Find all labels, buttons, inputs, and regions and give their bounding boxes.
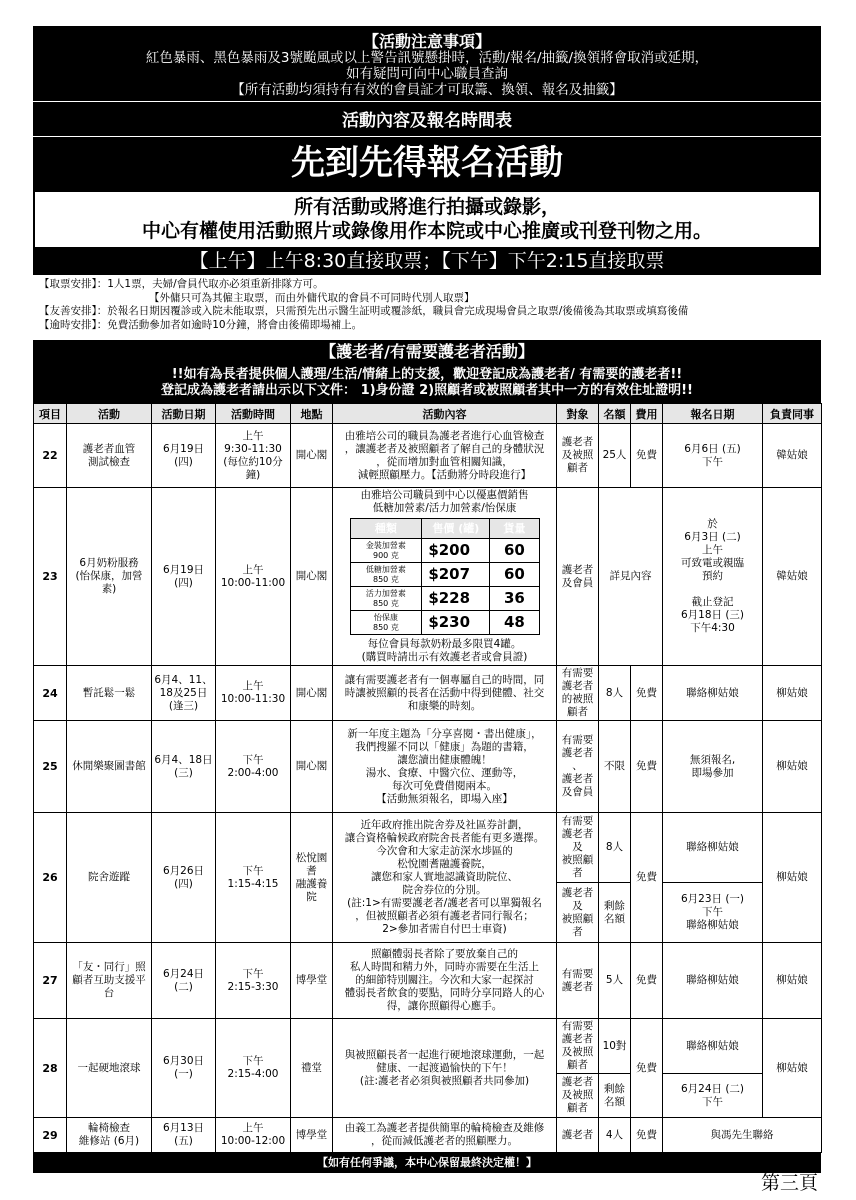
staff: 柳姑娘	[763, 813, 822, 943]
activity-fee: 免費	[631, 424, 663, 488]
activity-time: 下午 2:15-3:30	[216, 943, 291, 1019]
row-number: 23	[34, 488, 67, 666]
staff: 柳姑娘	[763, 666, 822, 721]
activity-target: 有需要 護老者 、 護老者 及會員	[557, 721, 599, 813]
header-cell: 項目	[34, 404, 67, 424]
activity-content: 近年政府推出院舍券及社區券計劃， 讓合資格輪候政府院舍長者能有更多選擇。 今次會和大家走訪深水埗區的 松悅園耆融護養院， 讓您和家人實地認識資助院位、 院舍券位的分別。 (註:1>有需要護老者/護老者可以單獨報名 ，但被照顧者必須有護老者同行報名； 2>參加者需自付巴士車資)	[333, 813, 557, 943]
staff: 柳姑娘	[763, 721, 822, 813]
activity-quota: 5人	[599, 943, 631, 1019]
table-header-row	[34, 404, 822, 424]
product-price: $200	[422, 539, 490, 563]
table-row	[34, 424, 822, 488]
registration-date: 聯絡柳姑娘	[663, 1019, 763, 1074]
activity-name: 護老者血管 測試檢查	[67, 424, 152, 488]
activity-venue: 開心閣	[291, 488, 333, 666]
section-subtitle-2: 登記成為護老者請出示以下文件： 1)身份證 2)照顧者或被照顧者其中一方的有效住址證明!!	[161, 383, 693, 398]
header-cell: 報名日期	[663, 404, 763, 424]
activity-target: 護老者 及被照 顧者	[557, 424, 599, 488]
activity-name: 「友・同行」照 顧者互助支援平 台	[67, 943, 152, 1019]
content-note: 每位會員每款奶粉最多限買4罐。 (購買時請出示有效護老者或會員證)	[361, 638, 528, 663]
activity-fee: 免費	[631, 721, 663, 813]
product-name: 怡保康 850 克	[350, 611, 422, 635]
registration-date: 無須報名, 即場參加	[663, 721, 763, 813]
section-title: 【護老者/有需要護老者活動】	[320, 342, 534, 361]
table-row	[34, 813, 822, 883]
row-number: 27	[34, 943, 67, 1019]
staff: 韓姑娘	[763, 488, 822, 666]
price-table-header	[350, 519, 539, 539]
product-price: $207	[422, 563, 490, 587]
registration-date: 聯絡柳姑娘	[663, 666, 763, 721]
header-cell: 費用	[631, 404, 663, 424]
activity-target: 護老者 及被照 顧者	[557, 1074, 599, 1118]
activity-quota: 剩餘 名額	[599, 1074, 631, 1118]
header-cell: 負責同事	[763, 404, 822, 424]
notice-block	[33, 26, 821, 190]
table-row	[34, 721, 822, 813]
content-intro: 由雅培公司職員到中心以優惠價銷售 低糖加營素/活力加營素/怡保康	[360, 489, 529, 514]
notice-line-2: 如有疑問可向中心職員查詢	[346, 66, 508, 82]
activity-fee: 免費	[631, 943, 663, 1019]
activity-name: 一起硬地滾球	[67, 1019, 152, 1118]
header-cell: 活動	[67, 404, 152, 424]
activity-name: 休閒樂聚圖書館	[67, 721, 152, 813]
friendly-arrangement: 【友善安排】：於報名日期因覆診或入院未能取票，只需預先出示醫生証明或覆診紙，職員會完成現場會員之取票/後備後為其取票或填寫後備	[39, 305, 689, 317]
activity-venue: 松悅園耆 融護養院	[291, 813, 333, 943]
activity-time: 下午 2:00-4:00	[216, 721, 291, 813]
price-row	[350, 563, 539, 587]
header-cell: 活動時間	[216, 404, 291, 424]
row-number: 28	[34, 1019, 67, 1118]
activity-content	[333, 488, 557, 666]
activity-venue: 開心閣	[291, 721, 333, 813]
product-qty: 48	[490, 611, 539, 635]
staff: 柳姑娘	[763, 943, 822, 1019]
registration-date: 聯絡柳姑娘	[663, 813, 763, 883]
activity-content: 與被照顧長者一起進行硬地滾球運動，一起 健康、一起渡過愉快的下午！ (註:護老者必須與被照顧者共同參加)	[333, 1019, 557, 1118]
row-number: 22	[34, 424, 67, 488]
header-cell: 活動內容	[333, 404, 557, 424]
activity-target: 有需要 護老者 及被照 顧者	[557, 1019, 599, 1074]
activity-time: 上午 9:30-11:30 (每位約10分 鐘)	[216, 424, 291, 488]
table-row	[34, 666, 822, 721]
product-name: 金裝加營素 900 克	[350, 539, 422, 563]
registration-date: 6月6日 (五) 下午	[663, 424, 763, 488]
activity-quota: 不限	[599, 721, 631, 813]
schedule-title: 活動內容及報名時間表	[33, 101, 821, 136]
activity-quota: 25人	[599, 424, 631, 488]
activity-target: 護老者 及會員	[557, 488, 599, 666]
activity-content: 由義工為護老者提供簡單的輪椅檢查及維修 ，從而減低護老者的照顧壓力。	[333, 1118, 557, 1153]
staff: 韓姑娘	[763, 424, 822, 488]
table-row	[34, 943, 822, 1019]
activity-quota: 8人	[599, 813, 631, 883]
product-name: 活力加營素 850 克	[350, 587, 422, 611]
header-cell: 對象	[557, 404, 599, 424]
product-qty: 36	[490, 587, 539, 611]
activity-fee: 免費	[631, 1019, 663, 1118]
page-number: 第三頁	[760, 1172, 818, 1194]
activity-date: 6月19日 (四)	[152, 488, 216, 666]
product-price: $230	[422, 611, 490, 635]
activity-quota: 8人	[599, 666, 631, 721]
activity-target: 有需要 護老者	[557, 943, 599, 1019]
product-qty: 60	[490, 539, 539, 563]
arrangements	[33, 275, 821, 335]
activity-time: 下午 1:15-4:15	[216, 813, 291, 943]
photo-line-1: 所有活動或將進行拍攝或錄影，	[293, 196, 560, 218]
activity-date: 6月4、18日 (三)	[152, 721, 216, 813]
row-number: 24	[34, 666, 67, 721]
activity-time: 上午 10:00-11:00	[216, 488, 291, 666]
price-header-cell: 售價 (罐)	[422, 519, 490, 539]
activity-venue: 禮堂	[291, 1019, 333, 1118]
late-arrangement: 【逾時安排】：免費活動參加者如逾時10分鐘，將會由後備即場補上。	[39, 318, 363, 331]
activity-venue: 博學堂	[291, 943, 333, 1019]
activity-quota: 10對	[599, 1019, 631, 1074]
activity-date: 6月26日 (四)	[152, 813, 216, 943]
activity-date: 6月30日 (一)	[152, 1019, 216, 1118]
big-title: 先到先得報名活動	[33, 136, 821, 190]
row-number: 25	[34, 721, 67, 813]
notice-line-1: 紅色暴雨、黑色暴雨及3號颱風或以上警告訊號懸掛時，活動/報名/抽籤/換領將會取消或延期，	[145, 50, 709, 66]
header-cell: 地點	[291, 404, 333, 424]
registration-contact: 與馮先生聯絡	[663, 1118, 822, 1153]
notice-title: 【活動注意事項】	[362, 32, 491, 51]
table-row	[34, 1118, 822, 1153]
activity-table	[33, 403, 822, 1153]
activity-time: 上午 10:00-12:00	[216, 1118, 291, 1153]
page	[33, 26, 821, 1173]
activity-fee: 免費	[631, 813, 663, 943]
table-row	[34, 488, 822, 666]
section-block	[33, 340, 821, 403]
activity-content: 照顧體弱長者除了要放棄自己的 私人時間和精力外，同時亦需要在生活上 的細節特別關注。今次和大家一起探討 體弱長者飲食的要點，同時分享同路人的心 得，讓你照顧得心應手。	[333, 943, 557, 1019]
activity-fee: 免費	[631, 666, 663, 721]
activity-time: 下午 2:15-4:00	[216, 1019, 291, 1118]
activity-date: 6月13日 (五)	[152, 1118, 216, 1153]
activity-time: 上午 10:00-11:30	[216, 666, 291, 721]
price-table	[350, 518, 540, 635]
activity-name: 暫託鬆一鬆	[67, 666, 152, 721]
row-number: 29	[34, 1118, 67, 1153]
activity-target: 護老者 及 被照顧 者	[557, 883, 599, 943]
activity-content: 由雅培公司的職員為護老者進行心血管檢查 ，讓護老者及被照顧者了解自己的身體狀況 ，從而增加對血管相關知識， 減輕照顧壓力。【活動將分時段進行】	[333, 424, 557, 488]
activity-date: 6月19日 (四)	[152, 424, 216, 488]
row-number: 26	[34, 813, 67, 943]
header-cell: 活動日期	[152, 404, 216, 424]
activity-content: 讓有需要護老者有一個專屬自己的時間，同 時讓被照顧的長者在活動中得到健體、社交 和康樂的時刻。	[333, 666, 557, 721]
activity-venue: 開心閣	[291, 424, 333, 488]
photo-notice	[33, 190, 821, 249]
activity-quota-fee: 詳見內容	[599, 488, 663, 666]
price-header-cell: 種類	[350, 519, 422, 539]
product-qty: 60	[490, 563, 539, 587]
activity-date: 6月24日 (二)	[152, 943, 216, 1019]
activity-target: 護老者	[557, 1118, 599, 1153]
activity-fee: 免費	[631, 1118, 663, 1153]
activity-name: 院舍遊蹤	[67, 813, 152, 943]
activity-content: 新一年度主題為「分享喜閱・書出健康」， 我們搜羅不同以「健康」為題的書籍， 讓您讀出健康體魄！ 湯水、食療、中醫穴位、運動等， 每次可免費借閱兩本。 【活動無須報名，即場入座】	[333, 721, 557, 813]
activity-venue: 開心閣	[291, 666, 333, 721]
registration-date: 6月23日 (一) 下午 聯絡柳姑娘	[663, 883, 763, 943]
activity-venue: 博學堂	[291, 1118, 333, 1153]
registration-date: 於 6月3日 (二) 上午 可致電或親臨 預約 截止登記 6月18日 (三) 下午4:30	[663, 488, 763, 666]
table-row	[34, 1019, 822, 1074]
notice-line-3: 【所有活動均須持有有效的會員証才可取籌、換領、報名及抽籤】	[231, 82, 623, 98]
header-cell: 名額	[599, 404, 631, 424]
ticket-arrangement-note: 【外傭只可為其僱主取票，而由外傭代取的會員不可同時代別人取票】	[149, 291, 475, 304]
product-price: $228	[422, 587, 490, 611]
section-subtitle	[33, 364, 821, 403]
activity-target: 有需要 護老者 及 被照顧 者	[557, 813, 599, 883]
activity-quota: 剩餘 名額	[599, 883, 631, 943]
photo-line-2: 中心有權使用活動照片或錄像用作本院或中心推廣或刊登刊物之用。	[141, 220, 712, 242]
activity-name: 6月奶粉服務 (怡保康，加營 素)	[67, 488, 152, 666]
footer-note: 【如有任何爭議，本中心保留最終決定權！】	[33, 1153, 821, 1173]
activity-target: 有需要 護老者 的被照 顧者	[557, 666, 599, 721]
registration-date: 6月24日 (二) 下午	[663, 1074, 763, 1118]
price-row	[350, 587, 539, 611]
activity-date: 6月4、11、 18及25日 (逢三)	[152, 666, 216, 721]
activity-name: 輪椅檢查 維修站 (6月)	[67, 1118, 152, 1153]
price-row	[350, 539, 539, 563]
section-subtitle-1: !!如有為長者提供個人護理/生活/情緒上的支援，歡迎登記成為護老者/ 有需要的護老者!!	[171, 367, 683, 382]
staff: 柳姑娘	[763, 1019, 822, 1118]
ticket-arrangement: 【取票安排】：1人1票，夫婦/會員代取亦必須重新排隊方可。	[39, 278, 324, 290]
product-name: 低糖加營素 850 克	[350, 563, 422, 587]
registration-date: 聯絡柳姑娘	[663, 943, 763, 1019]
activity-quota: 4人	[599, 1118, 631, 1153]
price-row	[350, 611, 539, 635]
price-header-cell: 貨量	[490, 519, 539, 539]
ticket-time-bar: 【上午】上午8:30直接取票；【下午】下午2:15直接取票	[33, 249, 821, 275]
